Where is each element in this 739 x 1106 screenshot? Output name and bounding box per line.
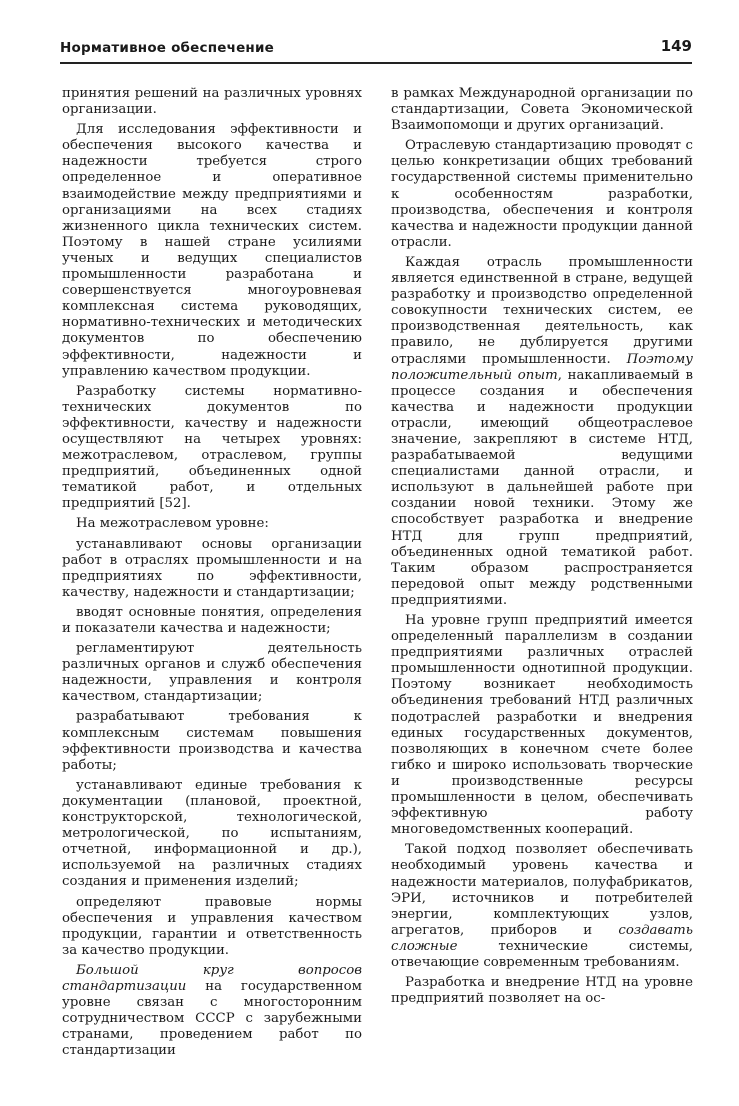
paragraph: определяют правовые нормы обеспечения и управления качеством продукции, гарантии и ответственность за качество продукции. — [62, 894, 362, 958]
paragraph-text: Каждая отрасль промышленности является единственной в стране, ведущей разработку и производство определенной совокупности технических систем, ее производственная деятельность, как правило, не дублируется другими отраслями промышленности. — [391, 254, 693, 367]
paragraph — [62, 384, 362, 513]
paragraph-text: технические системы, отвечающие современным требованиям. — [391, 938, 693, 970]
paragraph: устанавливают основы организации работ в отраслях промышленности и на предприятиях по эффективности, качеству, надежности и стандартизации; — [62, 536, 362, 600]
paragraph: Для исследования эффективности и обеспечения высокого качества и надежности требуется строго определенное и оперативное взаимодействие между предприятиями и организациями на всех стадиях жизненного цикла технических систем. Поэтому в нашей стране усилиями ученых и ведущих специалистов промышленности разработана и совершенствуется многоуровневая комплексная система руководящих, нормативно-технических и методических документов по обеспечению эффективности, надежности и управлению качеством продукции. — [62, 122, 362, 379]
emphasis-text: Поэтому положительный опыт — [391, 351, 693, 383]
paragraph — [62, 963, 362, 1060]
paragraph: Разработка и внедрение НТД на уровне предприятий позволяет на ос- — [391, 975, 693, 1007]
paragraph: регламентируют деятельность различных органов и служб обеспечения надежности, управления и контроля качеством, стандартизации; — [62, 641, 362, 705]
paragraph: принятия решений на различных уровнях организации. — [62, 86, 362, 118]
paragraph: вводят основные понятия, определения и показатели качества и надежности; — [62, 604, 362, 636]
paragraph: Отраслевую стандартизацию проводят с целью конкретизации общих требований государственной системы применительно к особенностям разработки, производства, обеспечения и контроля качества и надежности продукции данной отрасли. — [391, 138, 693, 250]
paragraph: устанавливают единые требования к документации (плановой, проектной, конструкторской, технологической, метрологической, по испытаниям, отчетной, информационной и др.), используемой на различных стадиях создания и применения изделий; — [62, 777, 362, 890]
paragraph: разрабатывают требования к комплексным системам повышения эффективности производства и качества работы; — [62, 709, 362, 773]
right-column — [391, 86, 693, 1096]
paragraph: На уровне групп предприятий имеется определенный параллелизм в создании предприятиями различных отраслей промышленности однотипной продукции. Поэтому возникает необходимость объединения требований НТД различных подотраслей разработки и внедрения единых государственных документов, позволяющих в конечном счете более гибко и широко использовать творческие и производственные ресурсы промышленности в целом, обеспечивать эффективную работу многоведомственных коопераций. — [391, 613, 693, 838]
paragraph — [391, 842, 693, 971]
paragraph — [391, 255, 693, 609]
paragraph-text: Такой подход позволяет обеспечивать необходимый уровень качества и надежности материалов, полуфабрикатов, ЭРИ, источников и потребителей энергии, комплектующих узлов, агрегатов, приборов и — [391, 842, 693, 938]
left-column — [62, 86, 362, 1096]
page-number: 149 — [660, 37, 692, 55]
paragraph: На межотраслевом уровне: — [76, 516, 269, 532]
emphasis-text: Большой круг вопросов стандартизации — [62, 962, 362, 994]
paragraph-text: Разработку системы нормативно-технических документов по эффективности, качеству и надежности осуществляют на четырех уровнях: межотраслевом, отраслевом, группы предприятий, объединенных одной тематикой работ, и отдельных предприятий [52]. — [62, 383, 362, 512]
emphasis-text: создавать сложные — [391, 922, 693, 954]
paragraph: в рамках Международной организации по стандартизации, Совета Экономической Взаимопомощи и других организаций. — [391, 86, 693, 134]
paragraph-text: , накапливаемый в процессе создания и обеспечения качества и надежности продукции отрасли, имеющий общеотраслевое значение, закрепляют в системе НТД, разрабатываемой ведущими специалистами данной отрасли, и используют в дальнейшей работе при создании новой техники. Этому же способствует разработка и внедрение НТД для групп предприятий, объединенных одной тематикой работ. Таким образом распространяется передовой опыт между родственными предприятиями. — [391, 367, 693, 608]
paragraph-text: на государственном уровне связан с многосторонним сотрудничеством СССР с зарубежными странами, проведением работ по стандартизации — [62, 978, 362, 1059]
running-title: Нормативное обеспечение — [60, 40, 274, 56]
running-header — [60, 34, 692, 64]
